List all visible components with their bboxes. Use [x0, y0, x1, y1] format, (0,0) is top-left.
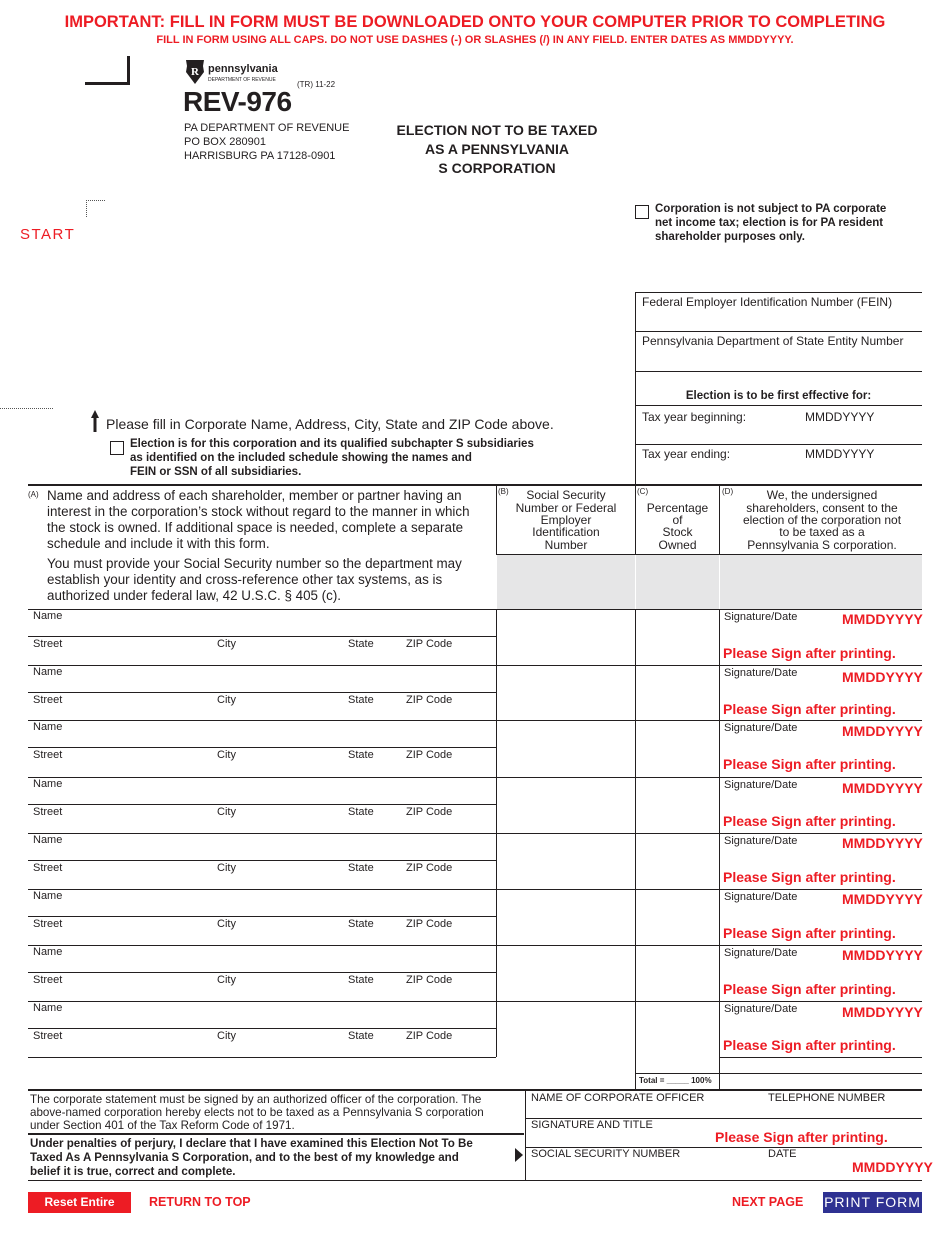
statement-top-rule	[28, 1089, 922, 1091]
col-b-tag: (B)	[498, 487, 509, 496]
corporate-name-input[interactable]	[105, 260, 605, 284]
street-label: Street	[33, 749, 63, 761]
perjury-line-1: Under penalties of perjury, I declare that I have examined this Election Not To Be	[30, 1137, 473, 1150]
sign-prompt: Please Sign after printing.	[723, 701, 896, 717]
signature-date-label: Signature/Date	[724, 722, 798, 734]
name-label: Name	[33, 721, 63, 733]
officer-date-label: DATE	[768, 1148, 797, 1160]
rule	[719, 1057, 922, 1058]
rule	[28, 860, 496, 861]
signature-date-input[interactable]: MMDDYYYY	[842, 1004, 923, 1020]
header-shade-c	[636, 554, 719, 609]
zip-label: ZIP Code	[406, 806, 453, 818]
print-form-button[interactable]: PRINT FORM	[823, 1192, 922, 1213]
col-c-tag: (C)	[637, 487, 649, 496]
col-divider	[496, 486, 497, 554]
col-b-text-4: Identification	[532, 525, 600, 539]
address-input[interactable]	[32, 930, 492, 942]
important-notice: IMPORTANT: FILL IN FORM MUST BE DOWNLOADED ONTO YOUR COMPUTER PRIOR TO COMPLETING	[64, 13, 886, 31]
street-label: Street	[33, 1030, 63, 1042]
pa-keystone-logo-icon	[185, 60, 205, 84]
header-shade-b	[497, 554, 635, 609]
signature-date-label: Signature/Date	[724, 611, 798, 623]
percent-input[interactable]	[637, 947, 717, 999]
not-subject-checkbox[interactable]	[635, 205, 649, 219]
state-label: State	[348, 806, 374, 818]
col-d-tag: (D)	[722, 487, 734, 496]
col-a-tag: (A)	[28, 490, 39, 499]
officer-date-input[interactable]: MMDDYYYY	[852, 1159, 933, 1175]
perjury-line-2: Taxed As A Pennsylvania S Corporation, and to the best of my knowledge and	[30, 1151, 459, 1164]
statement-line-2: above-named corporation hereby elects not to be taxed as a Pennsylvania S corporation	[30, 1106, 484, 1119]
ssn-input[interactable]	[498, 891, 633, 943]
city-label: City	[217, 918, 236, 930]
col-a-text-2: interest in the corporation’s stock without regard to the manner in which	[47, 504, 470, 519]
year-begin-label: Tax year beginning:	[642, 410, 747, 424]
header-shade-d	[720, 554, 922, 609]
table-top-rule	[28, 484, 922, 486]
zip-label: ZIP Code	[406, 694, 453, 706]
street-label: Street	[33, 638, 63, 650]
name-label: Name	[33, 666, 63, 678]
street-label: Street	[33, 694, 63, 706]
year-end-input[interactable]: MMDDYYYY	[805, 447, 875, 461]
sign-prompt: Please Sign after printing.	[723, 813, 896, 829]
subsidiaries-line-1: Election is for this corporation and its qualified subchapter S subsidiaries	[130, 438, 534, 450]
fein-input[interactable]	[637, 310, 920, 330]
city-label: City	[217, 806, 236, 818]
sign-prompt: Please Sign after printing.	[723, 981, 896, 997]
corner-mark-top	[85, 56, 130, 85]
signature-date-label: Signature/Date	[724, 835, 798, 847]
address-input[interactable]	[32, 874, 492, 886]
year-end-label: Tax year ending:	[642, 447, 731, 461]
ssn-input[interactable]	[498, 1003, 633, 1055]
signature-date-input[interactable]: MMDDYYYY	[842, 669, 923, 685]
rule	[635, 292, 922, 293]
name-label: Name	[33, 834, 63, 846]
form-number: REV-976	[183, 86, 292, 117]
form-title-1: ELECTION NOT TO BE TAXED	[396, 122, 598, 138]
rule	[496, 554, 922, 555]
address-input[interactable]	[32, 818, 492, 830]
sign-prompt: Please Sign after printing.	[723, 645, 896, 661]
rule	[635, 405, 922, 406]
signature-date-label: Signature/Date	[724, 947, 798, 959]
rule	[28, 636, 496, 637]
rule	[28, 1057, 496, 1058]
corporate-address-input[interactable]	[105, 290, 605, 314]
officer-sign-prompt: Please Sign after printing.	[715, 1129, 888, 1145]
statement-line-3: under Section 401 of the Tax Reform Code of 1971.	[30, 1119, 295, 1132]
zip-label: ZIP Code	[406, 974, 453, 986]
name-label: Name	[33, 890, 63, 902]
rule	[28, 804, 496, 805]
state-label: State	[348, 749, 374, 761]
shareholder-name-input[interactable]	[32, 678, 492, 692]
shareholder-name-input[interactable]	[32, 622, 492, 636]
logo-name: pennsylvania	[208, 63, 278, 75]
col-d-text-4: to be taxed as a	[779, 525, 865, 539]
statement-line-1: The corporate statement must be signed by an authorized officer of the corporation. The	[30, 1093, 482, 1106]
col-a-text-1: Name and address of each shareholder, member or partner having an	[47, 488, 462, 503]
signature-date-input[interactable]: MMDDYYYY	[842, 947, 923, 963]
col-d-text-1: We, the undersigned	[766, 488, 878, 502]
zip-label: ZIP Code	[406, 638, 453, 650]
zip-label: ZIP Code	[406, 749, 453, 761]
rule	[28, 1180, 922, 1181]
street-label: Street	[33, 918, 63, 930]
zip-label: ZIP Code	[406, 1030, 453, 1042]
city-label: City	[217, 749, 236, 761]
fill-above-instruction: Please fill in Corporate Name, Address, City, State and ZIP Code above.	[106, 416, 554, 432]
fill-instructions: FILL IN FORM USING ALL CAPS. DO NOT USE DASHES (-) OR SLASHES (/) IN ANY FIELD. ENTER DATES AS MMDDYYYY.	[156, 34, 794, 46]
col-a-text-3: the stock is owned. If additional space is needed, complete a separate	[47, 520, 464, 535]
col-b-text-2: Number or Federal	[515, 501, 617, 515]
effective-label: Election is to be first effective for:	[685, 390, 872, 402]
col-c-text-3: Stock	[662, 525, 693, 539]
rule	[635, 371, 922, 372]
zip-label: ZIP Code	[406, 862, 453, 874]
shareholder-name-input[interactable]	[32, 846, 492, 860]
signature-date-input[interactable]: MMDDYYYY	[842, 835, 923, 851]
return-to-top-link[interactable]: RETURN TO TOP	[149, 1195, 251, 1209]
percent-input[interactable]	[637, 1003, 717, 1055]
pointer-arrow-icon	[515, 1148, 523, 1162]
shareholder-name-input[interactable]	[32, 790, 492, 804]
subsidiaries-checkbox[interactable]	[110, 441, 124, 455]
reset-form-button[interactable]: Reset Entire Form	[28, 1192, 131, 1213]
sign-prompt: Please Sign after printing.	[723, 925, 896, 941]
shareholder-name-input[interactable]	[32, 902, 492, 916]
col-d-text-5: Pennsylvania S corporation.	[747, 538, 897, 552]
signature-date-input[interactable]: MMDDYYYY	[842, 780, 923, 796]
signature-date-label: Signature/Date	[724, 667, 798, 679]
percent-input[interactable]	[637, 891, 717, 943]
logo-dept: DEPARTMENT OF REVENUE	[208, 77, 276, 83]
col-b-text-3: Employer	[540, 513, 592, 527]
officer-name-input[interactable]	[528, 1104, 918, 1118]
address-line-3: HARRISBURG PA 17128-0901	[184, 150, 336, 162]
city-label: City	[217, 1030, 236, 1042]
state-label: State	[348, 862, 374, 874]
next-page-link[interactable]: NEXT PAGE	[732, 1195, 804, 1209]
street-label: Street	[33, 974, 63, 986]
right-box-border	[635, 292, 636, 484]
officer-phone-label: TELEPHONE NUMBER	[768, 1092, 886, 1104]
address-input[interactable]	[32, 1042, 492, 1054]
col-a-text-4: schedule and include it with this form.	[47, 536, 270, 551]
ssn-input[interactable]	[498, 835, 633, 887]
shareholder-name-input[interactable]	[32, 958, 492, 972]
corporate-city-state-zip-input[interactable]	[105, 320, 605, 344]
sign-prompt: Please Sign after printing.	[723, 756, 896, 772]
col-a-text-5: You must provide your Social Security number so the department may	[47, 556, 462, 571]
not-subject-line-3: shareholder purposes only.	[655, 231, 805, 243]
street-label: Street	[33, 806, 63, 818]
entity-input[interactable]	[637, 350, 920, 370]
signature-date-label: Signature/Date	[724, 1003, 798, 1015]
col-a-text-6: establish your identity and cross-reference other tax systems, as is	[47, 572, 443, 587]
officer-sig-label: SIGNATURE AND TITLE	[531, 1119, 653, 1131]
col-c-text-4: Owned	[658, 538, 697, 552]
city-label: City	[217, 974, 236, 986]
percent-input[interactable]	[637, 667, 717, 718]
state-label: State	[348, 1030, 374, 1042]
officer-ssn-input[interactable]	[528, 1161, 758, 1177]
shareholder-name-input[interactable]	[32, 733, 492, 747]
address-input[interactable]	[32, 761, 492, 773]
svg-text:R: R	[191, 66, 199, 78]
name-label: Name	[33, 946, 63, 958]
city-label: City	[217, 694, 236, 706]
col-divider	[525, 1091, 526, 1180]
form-revision: (TR) 11-22	[297, 80, 336, 89]
ssn-input[interactable]	[498, 611, 633, 663]
col-d-text-2: shareholders, consent to the	[746, 501, 898, 515]
state-label: State	[348, 638, 374, 650]
form-title-3: S CORPORATION	[438, 160, 556, 176]
name-label: Name	[33, 778, 63, 790]
signature-date-label: Signature/Date	[724, 891, 798, 903]
ssn-input[interactable]	[498, 667, 633, 718]
arrow-up-icon	[90, 410, 100, 432]
dotted-guide	[0, 408, 53, 409]
ssn-input[interactable]	[498, 779, 633, 831]
not-subject-line-1: Corporation is not subject to PA corporate	[655, 203, 887, 215]
rule	[635, 331, 922, 332]
state-label: State	[348, 918, 374, 930]
sign-prompt: Please Sign after printing.	[723, 1037, 896, 1053]
signature-date-input[interactable]: MMDDYYYY	[842, 611, 923, 627]
col-b-text-1: Social Security	[526, 488, 606, 502]
city-label: City	[217, 638, 236, 650]
name-label: Name	[33, 1002, 63, 1014]
address-line-2: PO BOX 280901	[184, 136, 266, 148]
signature-date-label: Signature/Date	[724, 779, 798, 791]
total-percent: Total = _____ 100%	[639, 1076, 712, 1085]
rule	[28, 972, 496, 973]
shareholder-name-input[interactable]	[32, 1014, 492, 1028]
street-label: Street	[33, 862, 63, 874]
officer-ssn-label: SOCIAL SECURITY NUMBER	[531, 1148, 681, 1160]
percent-input[interactable]	[637, 611, 717, 663]
col-c-text-2: of	[672, 513, 683, 527]
city-label: City	[217, 862, 236, 874]
col-divider	[635, 486, 636, 554]
col-b-text-5: Number	[544, 538, 588, 552]
rule	[635, 444, 922, 445]
col-a-text-7: authorized under federal law, 42 U.S.C. § 405 (c).	[47, 588, 342, 603]
signature-date-input[interactable]: MMDDYYYY	[842, 891, 923, 907]
address-line-1: PA DEPARTMENT OF REVENUE	[184, 122, 350, 134]
rule	[28, 1133, 524, 1135]
subsidiaries-line-2: as identified on the included schedule showing the names and	[130, 452, 472, 464]
rule	[635, 1073, 922, 1074]
form-title-2: AS A PENNSYLVANIA	[425, 141, 569, 157]
fein-label: Federal Employer Identification Number (FEIN)	[642, 295, 893, 309]
col-c-text-1: Percentage	[646, 501, 709, 515]
rule	[28, 1028, 496, 1029]
start-label: START	[20, 226, 76, 243]
address-input[interactable]	[32, 650, 492, 662]
perjury-line-3: belief it is true, correct and complete.	[30, 1165, 236, 1178]
percent-input[interactable]	[637, 722, 717, 775]
col-divider	[719, 486, 720, 554]
officer-name-label: NAME OF CORPORATE OFFICER	[531, 1092, 705, 1104]
subsidiaries-line-3: FEIN or SSN of all subsidiaries.	[130, 466, 302, 478]
col-d-text-3: election of the corporation not	[742, 513, 902, 527]
state-label: State	[348, 694, 374, 706]
entity-label: Pennsylvania Department of State Entity Number	[642, 334, 904, 348]
year-begin-input[interactable]: MMDDYYYY	[805, 410, 875, 424]
address-input[interactable]	[32, 706, 492, 718]
ssn-input[interactable]	[498, 722, 633, 775]
rule	[28, 916, 496, 917]
ssn-input[interactable]	[498, 947, 633, 999]
sign-prompt: Please Sign after printing.	[723, 869, 896, 885]
percent-input[interactable]	[637, 779, 717, 831]
name-label: Name	[33, 610, 63, 622]
state-label: State	[348, 974, 374, 986]
rule	[28, 692, 496, 693]
not-subject-line-2: net income tax; election is for PA resident	[655, 217, 884, 229]
percent-input[interactable]	[637, 835, 717, 887]
address-input[interactable]	[32, 986, 492, 998]
signature-date-input[interactable]: MMDDYYYY	[842, 723, 923, 739]
corner-mark-start	[86, 200, 105, 217]
zip-label: ZIP Code	[406, 918, 453, 930]
rule	[28, 747, 496, 748]
